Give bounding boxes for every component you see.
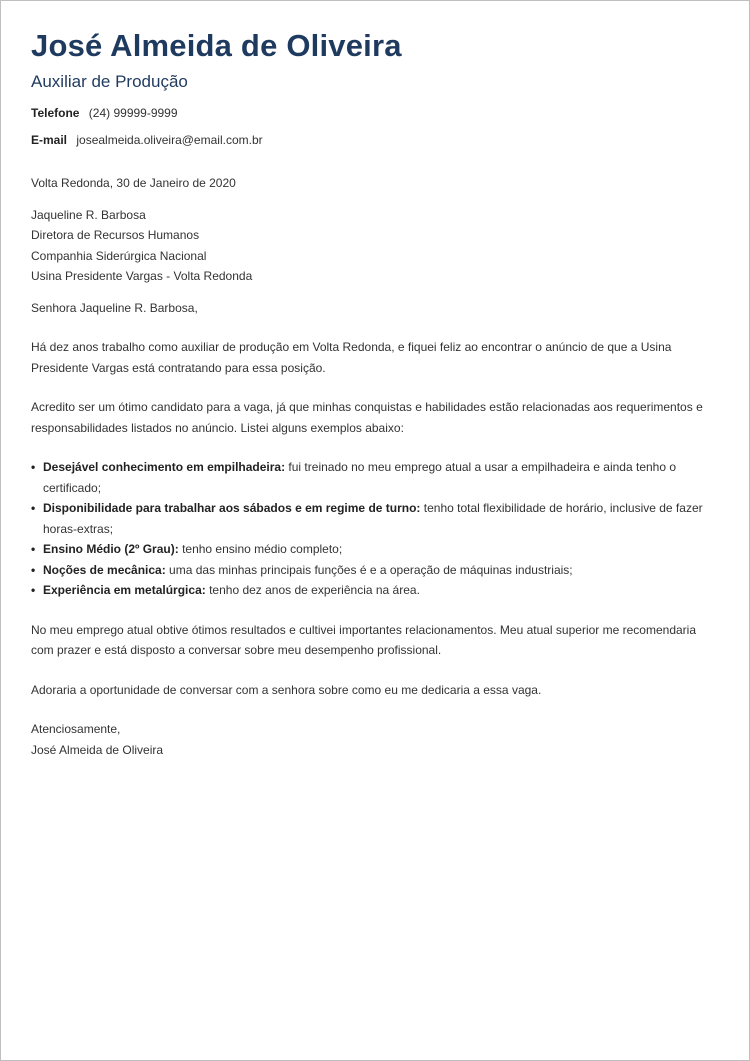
qualifications-list bbox=[31, 457, 721, 601]
sender-role: Auxiliar de Produção bbox=[31, 72, 188, 91]
letter-content bbox=[31, 27, 721, 760]
phone-value: (24) 99999-9999 bbox=[88, 106, 178, 120]
sign-off-block bbox=[31, 719, 721, 760]
email-row bbox=[31, 132, 721, 148]
list-item bbox=[31, 457, 721, 498]
list-item-title: Noções de mecânica: bbox=[43, 562, 166, 577]
paragraph-qualifications: Acredito ser um ótimo candidato para a vaga, já que minhas conquistas e habilidades estão relacionadas aos requerimentos e responsabilidades listados no anúncio. Listei alguns exemplos abaixo: bbox=[31, 400, 703, 435]
email-value[interactable]: josealmeida.oliveira@email.com.br bbox=[76, 133, 263, 147]
list-item bbox=[31, 560, 721, 581]
list-item-text: tenho dez anos de experiência na área. bbox=[205, 583, 420, 597]
list-item-title: Desejável conhecimento em empilhadeira: bbox=[43, 460, 286, 474]
phone-row bbox=[31, 105, 721, 121]
list-item bbox=[31, 580, 721, 601]
sign-off: Atenciosamente, bbox=[31, 722, 121, 736]
paragraph-results: No meu emprego atual obtive ótimos resultados e cultivei importantes relacionamentos. Meu atual superior me recomendaria com prazer e está disposto a conversar sobre meu desempenho profissional. bbox=[31, 622, 696, 657]
recipient-title: Diretora de Recursos Humanos bbox=[31, 228, 200, 242]
phone-label: Telefone bbox=[31, 106, 80, 120]
list-item-title: Ensino Médio (2º Grau): bbox=[43, 542, 179, 556]
list-item-text: tenho total flexibilidade de horário, inclusive de fazer horas-extras; bbox=[43, 501, 703, 536]
recipient-location: Usina Presidente Vargas - Volta Redonda bbox=[31, 269, 253, 283]
signature: José Almeida de Oliveira bbox=[31, 742, 164, 757]
paragraph-intro: Há dez anos trabalho como auxiliar de produção em Volta Redonda, e fiquei feliz ao encontrar o anúncio de que a Usina Presidente Vargas está contratando para essa posição. bbox=[31, 340, 672, 375]
sender-name: José Almeida de Oliveira bbox=[31, 28, 402, 63]
list-item bbox=[31, 498, 721, 539]
letter-date: Volta Redonda, 30 de Janeiro de 2020 bbox=[31, 176, 236, 190]
list-item-text: uma das minhas principais funções é e a operação de máquinas industriais; bbox=[165, 562, 573, 577]
greeting: Senhora Jaqueline R. Barbosa, bbox=[31, 300, 198, 315]
list-item-title: Experiência em metalúrgica: bbox=[43, 583, 206, 597]
list-item bbox=[31, 539, 721, 560]
list-item-text: tenho ensino médio completo; bbox=[178, 542, 343, 556]
recipient-block bbox=[31, 205, 721, 287]
paragraph-closing: Adoraria a oportunidade de conversar com a senhora sobre como eu me dedicaria a essa vaga. bbox=[31, 682, 542, 697]
email-label: E-mail bbox=[31, 133, 68, 147]
list-item-title: Disponibilidade para trabalhar aos sábados e em regime de turno: bbox=[43, 501, 421, 515]
recipient-name: Jaqueline R. Barbosa bbox=[31, 207, 146, 222]
recipient-company: Companhia Siderúrgica Nacional bbox=[31, 248, 207, 263]
list-item-text: fui treinado no meu emprego atual a usar a empilhadeira e ainda tenho o certificado; bbox=[43, 460, 677, 495]
